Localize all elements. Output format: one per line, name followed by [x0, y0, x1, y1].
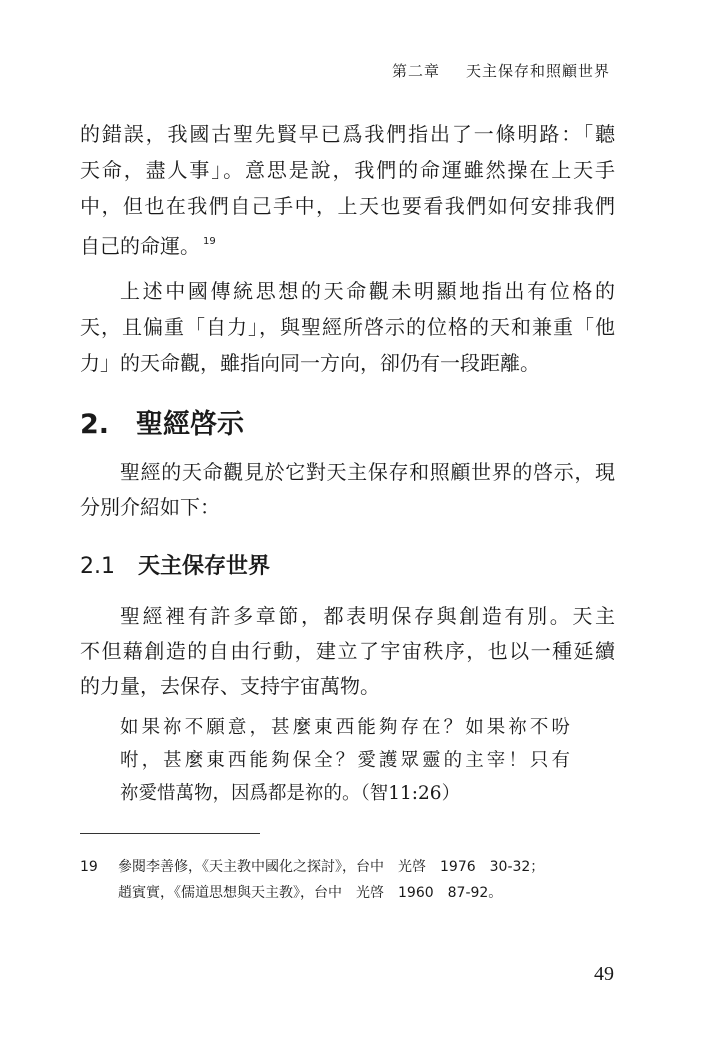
subsection-title: 天主保存世界 [138, 554, 271, 579]
paragraph-line: 天，且偏重「自力」，與聖經所啓示的位格的天和兼重「他 [80, 315, 615, 339]
paragraph-line: 分別介紹如下： [80, 495, 220, 519]
paragraph-line: 上述中國傳統思想的天命觀未明顯地指出有位格的 [120, 279, 615, 303]
footnote-text: 趙賓實，《儒道思想與天主教》，台中 光啓 1960 87-92。 [118, 885, 503, 901]
paragraph-line: 的錯誤，我國古聖先賢早已爲我們指出了一條明路：「聽 [80, 122, 615, 146]
footnote-line [80, 857, 544, 877]
section-title: 聖經啓示 [136, 409, 244, 440]
footnote-line [80, 883, 502, 903]
quote-line: 咐，甚麼東西能夠保全？愛護眾靈的主宰！只有 [120, 750, 570, 771]
page-number: 49 [594, 963, 614, 985]
footnote-rule [80, 833, 260, 834]
paragraph-line: 力」的天命觀，雖指向同一方向，卻仍有一段距離。 [80, 351, 540, 375]
footnote-text: 參閱李善修，《天主教中國化之探討》，台中 光啓 1976 30-32； [118, 859, 545, 875]
footnote-reference: 19 [203, 236, 216, 247]
paragraph-line: 聖經的天命觀見於它對天主保存和照顧世界的啓示，現 [120, 460, 615, 484]
running-header-title: 天主保存和照顧世界 [465, 62, 610, 80]
paragraph-text: 自己的命運。 [80, 234, 200, 258]
running-header-chapter: 第二章 [391, 62, 440, 80]
running-header [392, 60, 610, 81]
quote-line: 祢愛惜萬物，因爲都是祢的。（智11:26） [120, 783, 461, 804]
paragraph-line: 的力量，去保存、支持宇宙萬物。 [80, 674, 380, 698]
paragraph-line: 不但藉創造的自由行動，建立了宇宙秩序，也以一種延續 [80, 639, 615, 663]
subsection-heading [80, 549, 270, 580]
paragraph-line: 天命，盡人事」。意思是說，我們的命運雖然操在上天手 [80, 158, 615, 182]
paragraph-line-last [80, 228, 615, 260]
paragraph-line: 中，但也在我們自己手中，上天也要看我們如何安排我們 [80, 194, 615, 218]
section-heading [80, 402, 244, 441]
footnote-number: 19 [80, 859, 98, 875]
section-number: 2. [80, 409, 110, 440]
paragraph-line: 聖經裡有許多章節，都表明保存與創造有別。天主 [120, 604, 615, 628]
subsection-number: 2.1 [80, 554, 115, 579]
quote-line: 如果祢不願意，甚麼東西能夠存在？如果祢不吩 [120, 717, 570, 738]
